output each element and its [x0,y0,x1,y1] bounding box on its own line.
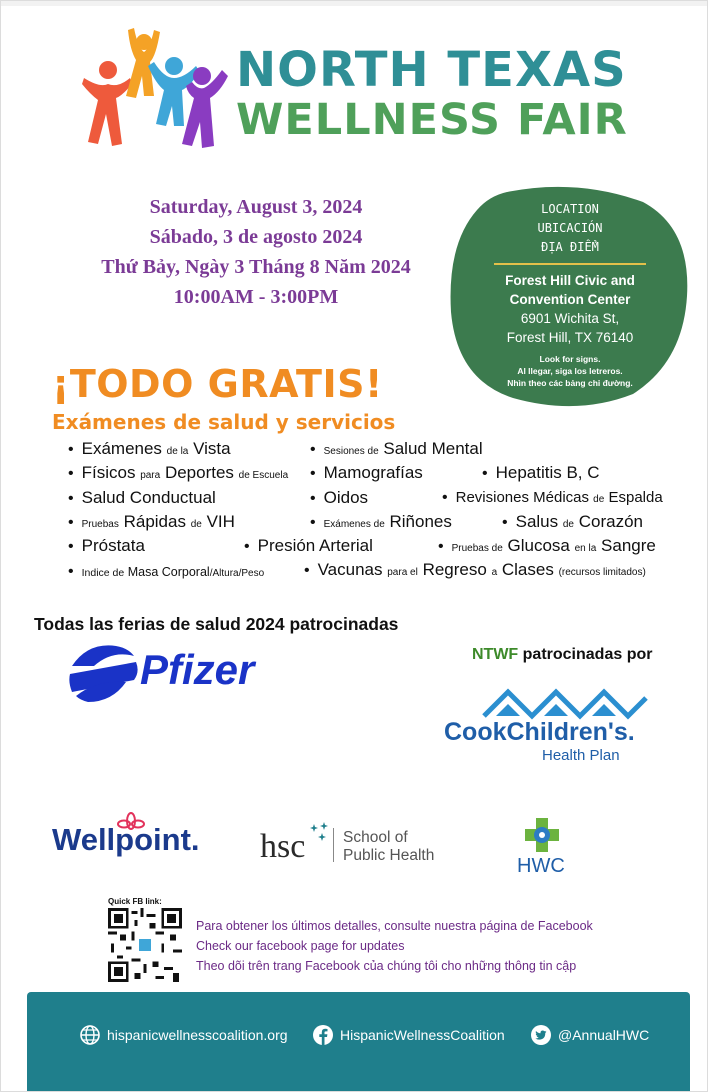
service-prostate: • Próstata [68,536,145,555]
pfizer-wordmark: Pfizer [140,646,255,693]
ntwf-sponsored-by: NTWF patrocinadas por [472,646,653,663]
signs-note-es: Al llegar, siga los letreros. [517,366,623,376]
location-heading-en: LOCATION [541,202,599,216]
service-mammograms: • Mamografías [310,463,423,482]
location-heading-vi: ĐỊA ĐIỂM [541,240,599,254]
cook-childrens-health-plan: Health Plan [542,747,620,764]
cook-childrens-wordmark: CookChildren's. [444,718,635,746]
venue-line-1: Forest Hill Civic and [505,273,635,288]
signs-note-en: Look for signs. [539,354,601,364]
signs-note-vi: Nhìn theo các bảng chỉ đường. [507,378,633,388]
event-time: 10:00AM - 3:00PM [173,286,339,308]
service-sports-physicals: • Físicos para Deportes de Escuela [68,463,289,482]
hwc-wordmark: HWC [517,855,565,877]
service-hiv-tests: • Pruebas Rápidas de VIH [68,512,235,531]
service-hepatitis: • Hepatitis B, C [482,463,600,482]
service-bmi: • Indice de Masa Corporal/Altura/Peso [68,563,265,580]
service-blood-pressure: • Presión Arterial [244,536,373,555]
service-blood-glucose: • Pruebas de Glucosa en la Sangre [438,536,656,555]
hsc-wordmark: hsc [260,828,306,865]
footer-twitter-text: @AnnualHWC [558,1027,650,1043]
services-subtitle: Exámenes de salud y servicios [52,410,396,434]
location-heading-es: UBICACIÓN [537,221,603,235]
service-mental-health: • Sesiones de Salud Mental [310,439,483,458]
address-line-1: 6901 Wichita St, [520,311,620,326]
title-wellness-fair: WELLNESS FAIR [236,95,628,145]
qr-label: Quick FB link: [108,897,162,906]
service-kidney-exams: • Exámenes de Riñones [310,512,452,531]
hsc-school-name: School of Public Health [343,829,435,864]
service-eye-exams: • Exámenes de la Vista [68,439,231,458]
service-heart-health: • Salus de Corazón [502,512,643,531]
service-vaccines: • Vacunas para el Regreso a Clases (recursos limitados) [304,560,646,579]
service-spine-checks: • Revisiones Médicas de Espalda [442,489,663,506]
service-hearing: • Oidos [310,488,369,507]
todo-gratis-title: ¡TODO GRATIS! [52,362,383,406]
footer-website-text: hispanicwellnesscoalition.org [107,1027,288,1043]
venue-line-2: Convention Center [509,292,631,307]
sponsors-heading: Todas las ferias de salud 2024 patrocinadas [34,614,399,634]
fb-note-en: Check our facebook page for updates [196,939,405,953]
fb-note-vi: Theo dõi trên trang Facebook của chúng tôi cho những thông tin cập [196,959,577,973]
title-north-texas: NORTH TEXAS [236,42,627,98]
date-english: Saturday, August 3, 2024 [149,196,363,218]
date-vietnamese: Thứ Bảy, Ngày 3 Tháng 8 Năm 2024 [101,256,411,278]
address-line-2: Forest Hill, TX 76140 [506,330,634,345]
fb-note-es: Para obtener los últimos detalles, consulte nuestra página de Facebook [196,919,593,933]
date-spanish: Sábado, 3 de agosto 2024 [149,226,363,248]
service-behavioral-health: • Salud Conductual [68,488,216,507]
wellpoint-wordmark: Wellpoint. [52,822,200,857]
footer-facebook-text: HispanicWellnessCoalition [340,1027,505,1043]
